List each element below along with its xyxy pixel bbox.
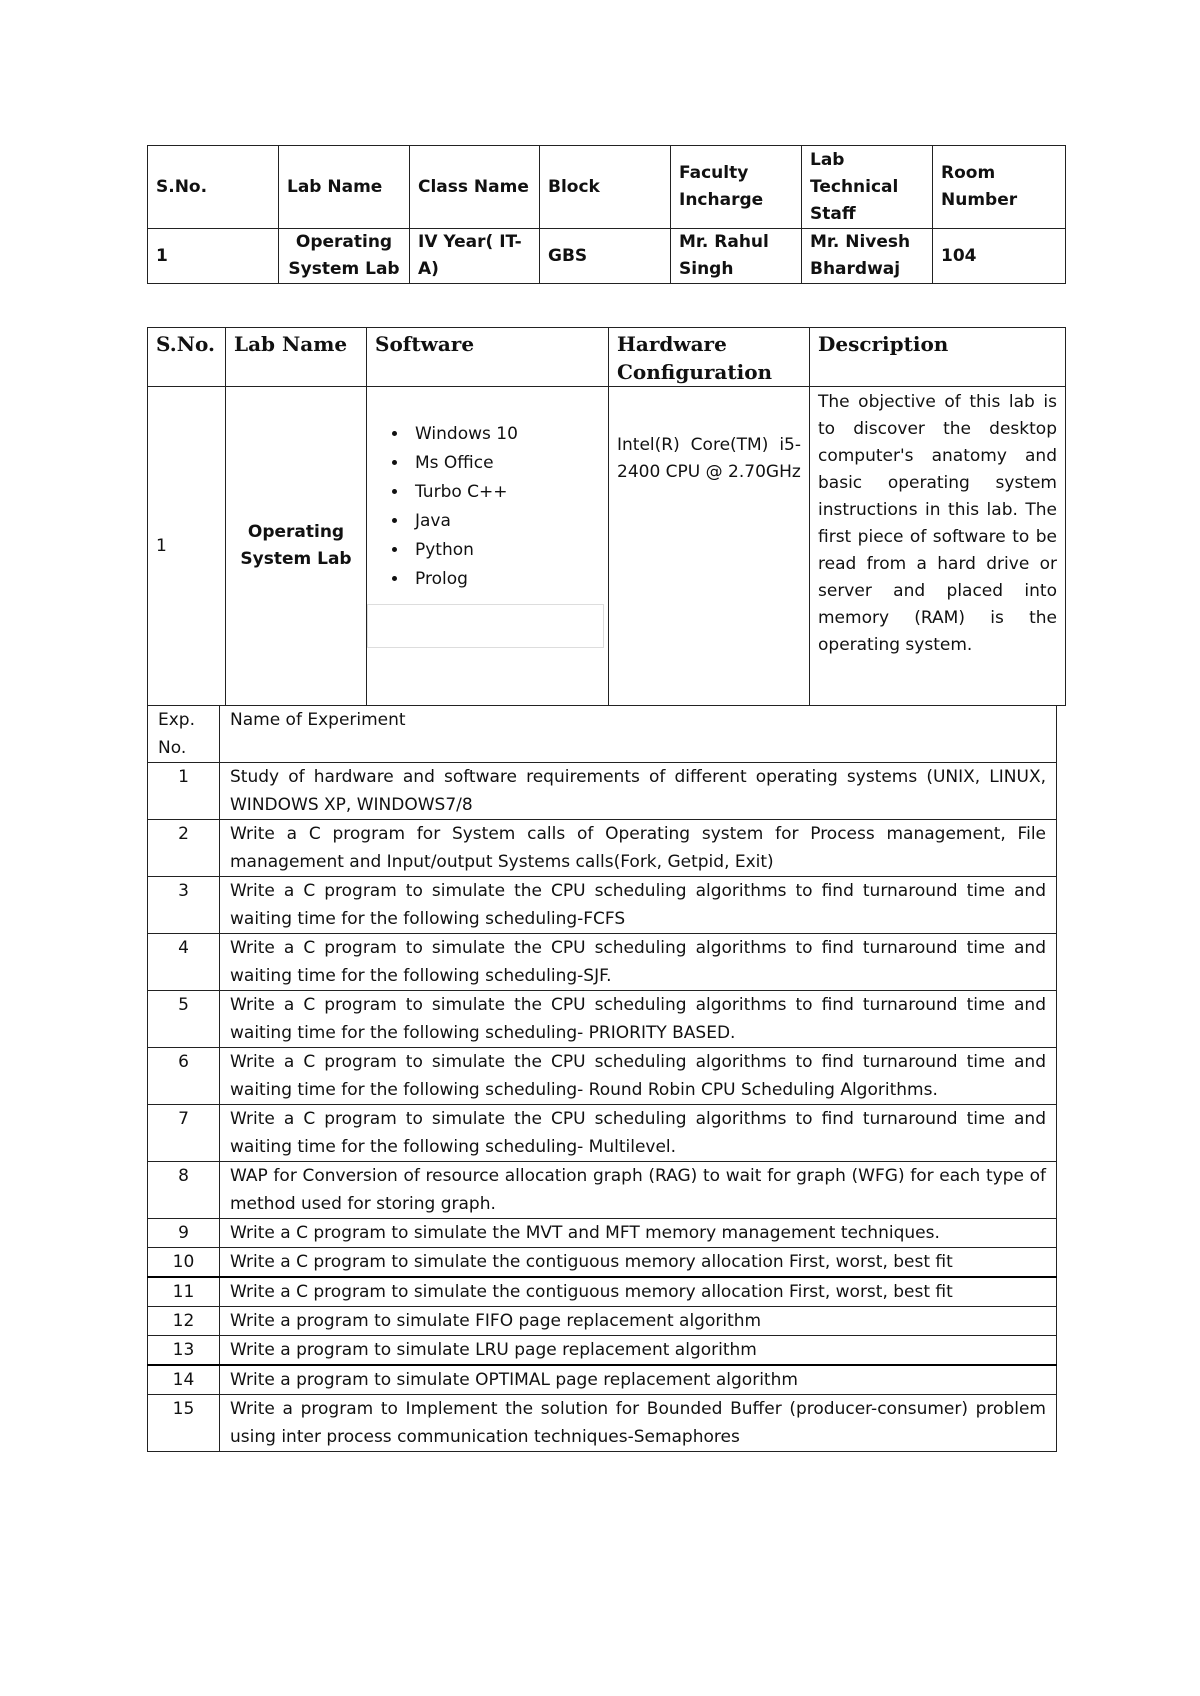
exp-no: 10	[148, 1248, 220, 1278]
header-exp-no: Exp. No.	[148, 706, 220, 763]
header-class-name: Class Name	[410, 146, 540, 229]
empty-frame	[367, 604, 604, 648]
exp-name: Write a program to Implement the solution for Bounded Buffer (producer-consumer) problem using inter process communication techniques-Semaphores	[220, 1395, 1057, 1452]
table-row	[148, 1162, 1057, 1219]
cell-sno: 1	[148, 229, 279, 284]
exp-no: 8	[148, 1162, 220, 1219]
lab-info-header-row	[148, 146, 1066, 229]
cell-faculty: Mr. Rahul Singh	[671, 229, 802, 284]
lab-config-row	[148, 387, 1066, 706]
exp-name: WAP for Conversion of resource allocation graph (RAG) to wait for graph (WFG) for each type of method used for storing graph.	[220, 1162, 1057, 1219]
exp-no: 12	[148, 1307, 220, 1336]
software-item: • Java	[409, 507, 518, 536]
exp-name: Write a C program to simulate the contiguous memory allocation First, worst, best fit	[220, 1277, 1057, 1307]
table-row	[148, 934, 1057, 991]
exp-no: 9	[148, 1219, 220, 1248]
cell-staff: Mr. Nivesh Bhardwaj	[802, 229, 933, 284]
table-row	[148, 820, 1057, 877]
lab-config-header-row	[148, 328, 1066, 387]
exp-no: 5	[148, 991, 220, 1048]
cell-lab-name: Operating System Lab	[226, 387, 367, 706]
exp-name: Study of hardware and software requirements of different operating systems (UNIX, LINUX, WINDOWS XP, WINDOWS7/8	[220, 763, 1057, 820]
header-name-of-experiment: Name of Experiment	[220, 706, 1057, 763]
exp-name: Write a C program to simulate the CPU scheduling algorithms to find turnaround time and waiting time for the following scheduling- Multilevel.	[220, 1105, 1057, 1162]
header-lab-name: Lab Name	[279, 146, 410, 229]
exp-no: 4	[148, 934, 220, 991]
table-row	[148, 1048, 1057, 1105]
table-row	[148, 1219, 1057, 1248]
header-hardware-configuration: Hardware Configuration	[609, 328, 810, 387]
software-item: • Turbo C++	[409, 478, 518, 507]
software-list	[375, 420, 518, 594]
header-faculty-incharge: Faculty Incharge	[671, 146, 802, 229]
experiments-table	[147, 705, 1057, 1452]
header-block: Block	[540, 146, 671, 229]
exp-no: 2	[148, 820, 220, 877]
exp-no: 11	[148, 1277, 220, 1307]
software-item: • Ms Office	[409, 449, 518, 478]
table-row	[148, 1307, 1057, 1336]
cell-block: GBS	[540, 229, 671, 284]
table-row	[148, 1248, 1057, 1278]
table-row	[148, 1395, 1057, 1452]
cell-room: 104	[933, 229, 1066, 284]
table-row	[148, 1105, 1057, 1162]
exp-name: Write a C program to simulate the CPU scheduling algorithms to find turnaround time and waiting time for the following scheduling-FCFS	[220, 877, 1057, 934]
lab-info-row	[148, 229, 1066, 284]
experiments-header-row	[148, 706, 1057, 763]
exp-name: Write a C program to simulate the MVT and MFT memory management techniques.	[220, 1219, 1057, 1248]
exp-name: Write a program to simulate FIFO page replacement algorithm	[220, 1307, 1057, 1336]
software-item: • Python	[409, 536, 518, 565]
exp-name: Write a C program to simulate the contiguous memory allocation First, worst, best fit	[220, 1248, 1057, 1278]
cell-class-name: IV Year( IT-A)	[410, 229, 540, 284]
table-row	[148, 1336, 1057, 1366]
cell-sno: 1	[148, 387, 226, 706]
exp-no: 6	[148, 1048, 220, 1105]
exp-name: Write a program to simulate OPTIMAL page replacement algorithm	[220, 1365, 1057, 1395]
exp-no: 7	[148, 1105, 220, 1162]
cell-software	[367, 387, 609, 706]
header-software: Software	[367, 328, 609, 387]
header-description: Description	[810, 328, 1066, 387]
exp-no: 1	[148, 763, 220, 820]
header-lab-name: Lab Name	[226, 328, 367, 387]
lab-info-table	[147, 145, 1066, 284]
exp-name: Write a program to simulate LRU page replacement algorithm	[220, 1336, 1057, 1366]
header-room-number: Room Number	[933, 146, 1066, 229]
table-row	[148, 763, 1057, 820]
exp-name: Write a C program for System calls of Operating system for Process management, File management and Input/output Systems calls(Fork, Getpid, Exit)	[220, 820, 1057, 877]
software-item: • Prolog	[409, 565, 518, 594]
software-item: • Windows 10	[409, 420, 518, 449]
exp-name: Write a C program to simulate the CPU scheduling algorithms to find turnaround time and waiting time for the following scheduling- Round Robin CPU Scheduling Algorithms.	[220, 1048, 1057, 1105]
exp-no: 15	[148, 1395, 220, 1452]
header-sno: S.No.	[148, 146, 279, 229]
table-row	[148, 877, 1057, 934]
header-lab-technical-staff: Lab Technical Staff	[802, 146, 933, 229]
lab-config-table	[147, 327, 1066, 706]
exp-no: 14	[148, 1365, 220, 1395]
header-sno: S.No.	[148, 328, 226, 387]
exp-no: 3	[148, 877, 220, 934]
cell-hardware: Intel(R) Core(TM) i5-2400 CPU @ 2.70GHz	[609, 387, 810, 706]
exp-no: 13	[148, 1336, 220, 1366]
table-row	[148, 1365, 1057, 1395]
exp-name: Write a C program to simulate the CPU scheduling algorithms to find turnaround time and waiting time for the following scheduling-SJF.	[220, 934, 1057, 991]
cell-lab-name: Operating System Lab	[279, 229, 410, 284]
table-row	[148, 1277, 1057, 1307]
table-row	[148, 991, 1057, 1048]
exp-name: Write a C program to simulate the CPU scheduling algorithms to find turnaround time and waiting time for the following scheduling- PRIORITY BASED.	[220, 991, 1057, 1048]
cell-description: The objective of this lab is to discover the desktop computer's anatomy and basic operating system instructions in this lab. The first piece of software to be read from a hard drive or server and placed into memory (RAM) is the operating system.	[810, 387, 1066, 706]
